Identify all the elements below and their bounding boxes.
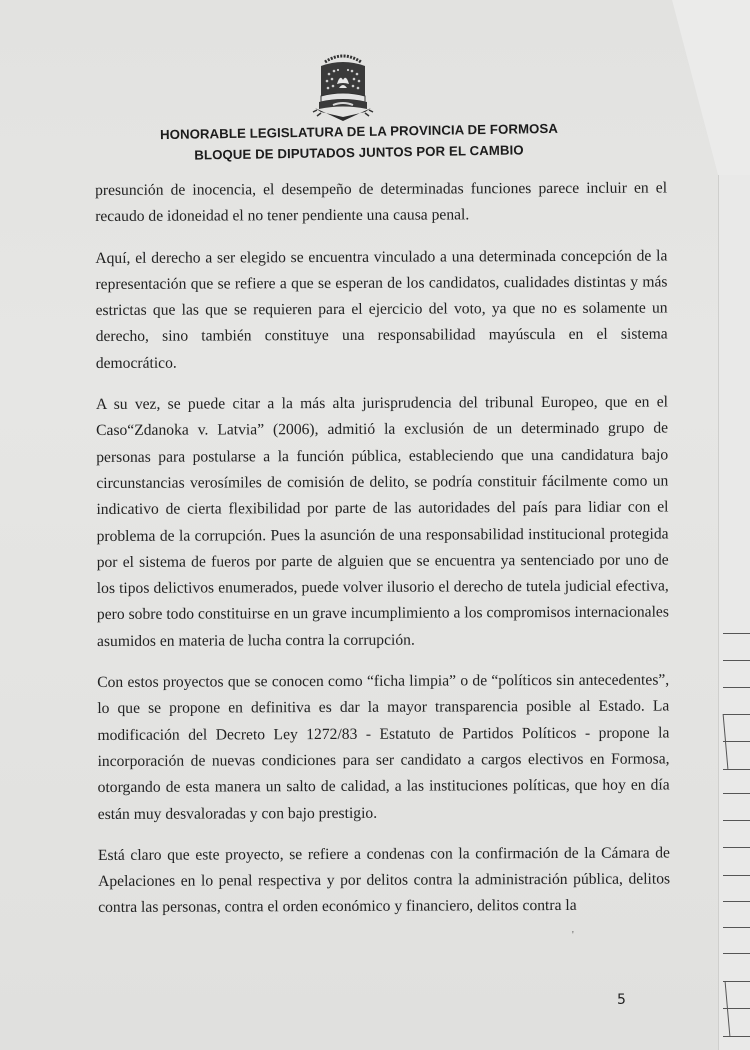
provincial-coat-of-arms-icon: [311, 52, 375, 122]
letterhead-bloc-name: BLOQUE DE DIPUTADOS JUNTOS POR EL CAMBIO: [194, 142, 524, 163]
paragraph-european-jurisprudence: A su vez, se puede citar a la más alta jurisprudencia del tribunal Europeo, que en el Caso“Zdanoka v. Latvia” (2006), admitió la exclusión de un determinado grupo de personas para postularse a la función pública, estableciendo que una candidatura bajo circunstancias verosímiles de comisión de delito, se podría constituir fácilmente como un indicativo de cierta flexibilidad por parte de las autoridades del país para lidiar con el problema de la corrupción. Pues la asunción de una responsabilidad institucional protegida por el sistema de fueros por parte de alguien que se encuentra ya sentenciado por uno de los tipos delictivos enumerados, puede volver ilusorio el derecho de tutela judicial efectiva, pero sobre todo constituirse en un grave incumplimiento a los compromisos internacionales asumidos en materia de lucha contra la corrupción.: [95, 393, 669, 650]
letterhead-legislature-name: HONORABLE LEGISLATURA DE LA PROVINCIA DE FORMOSA: [159, 120, 559, 143]
page-number: 5: [617, 992, 626, 1008]
paragraph-right-to-be-elected: Aquí, el derecho a ser elegido se encuentra vinculado a una determinada concepción de la representación que se refiere a que se esperan de los candidatos, cualidades distintas y más estrictas que las que se requieren para el ejercicio del voto, ya que no es solamente un derecho, sino también constituye una responsabilidad mayúscula en el sistema democrático.: [95, 247, 668, 372]
document-body: [95, 176, 670, 938]
underlying-notebook-sheet: [718, 175, 750, 1050]
paragraph-scope-of-convictions: Está claro que este proyecto, se refiere a condenas con la confirmación de la Cámara de Apelaciones en lo penal respectiva y por delitos contra la administración pública, delitos contra las personas, contra el orden económico y financiero, delitos contra la: [97, 844, 671, 917]
ink-speck: ': [572, 930, 574, 941]
paragraph-ficha-limpia: Con estos proyectos que se conocen como “ficha limpia” o de “políticos sin antecedentes”, lo que se propone en definitiva es dar la mayor transparencia posible al Estado. La modificación del Decreto Ley 1272/83 - Estatuto de Partidos Políticos - propone la incorporación de nuevas condiciones para ser candidato a cargos electivos en Formosa, otorgando de esta manera un salto de calidad, a las instituciones políticas, que hoy en día están muy desvaloradas y con bajo prestigio.: [97, 671, 670, 823]
paragraph-presumption-of-innocence: presunción de inocencia, el desempeño de determinadas funciones parece incluir en el recaudo de idoneidad el no tener pendiente una causa penal.: [95, 179, 668, 226]
